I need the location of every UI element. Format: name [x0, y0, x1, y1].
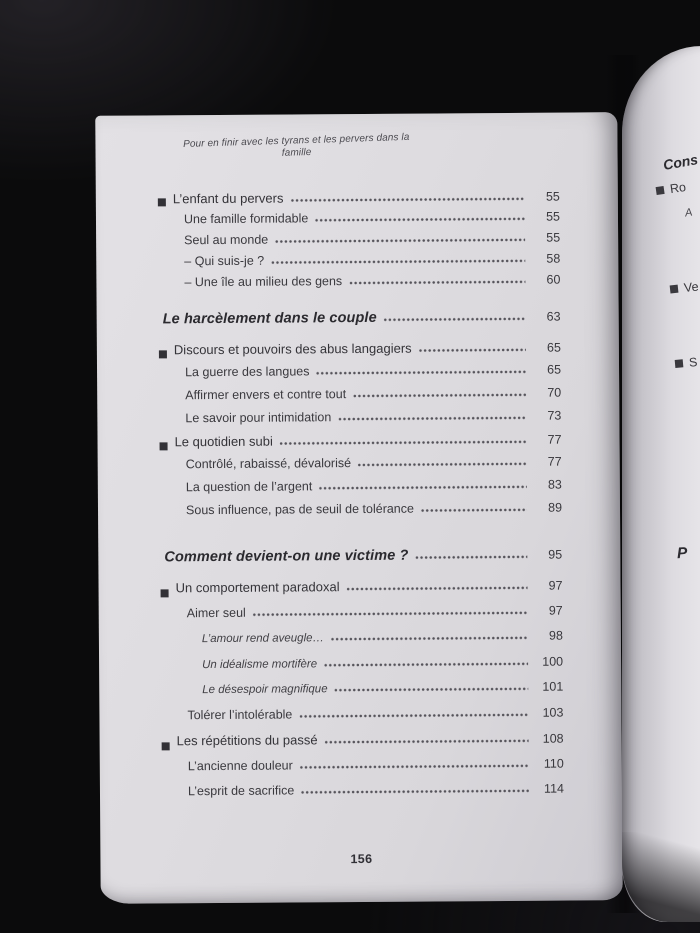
- dotted-leader: [275, 238, 525, 244]
- toc-entry-page: 100: [542, 654, 564, 669]
- toc-entry: [158, 273, 560, 297]
- toc-entry-label: – Qui suis-je ?: [184, 253, 265, 269]
- square-bullet-icon: [162, 743, 170, 751]
- dotted-leader: [324, 661, 528, 666]
- left-page: [95, 112, 622, 904]
- toc-entry-label: Un idéalisme mortifère: [202, 657, 318, 671]
- toc-heading-page: 95: [548, 547, 563, 562]
- square-bullet-icon: [656, 186, 665, 195]
- toc-entry: [160, 455, 562, 481]
- toc-entry-label: Contrôlé, rabaissé, dévalorisé: [185, 456, 352, 472]
- toc-entry-label: S: [688, 355, 698, 370]
- dotted-leader: [325, 739, 529, 744]
- dotted-leader: [331, 636, 528, 641]
- dotted-leader: [319, 485, 527, 490]
- toc-entry-label: Les répétitions du passé: [176, 732, 318, 749]
- toc-entry-page: 58: [546, 251, 561, 266]
- toc-entry-page: 55: [546, 230, 561, 245]
- dotted-leader: [280, 440, 527, 446]
- toc-entry-page: 110: [543, 756, 564, 771]
- toc-entry-page: 77: [547, 432, 562, 447]
- toc-heading-page: 63: [546, 309, 561, 324]
- dotted-leader: [253, 610, 528, 616]
- toc-entry-page: 55: [545, 189, 560, 204]
- running-header: Pour en finir avec les tyrans et les pervers dans la famille: [182, 131, 410, 159]
- toc-entry-page: 83: [547, 477, 562, 492]
- right-page-entry-fragment: [669, 280, 699, 297]
- toc-entry: [158, 252, 560, 276]
- toc-entry: [161, 680, 563, 708]
- right-page-edge: [622, 46, 700, 922]
- toc-entry-page: 55: [546, 209, 561, 224]
- dotted-leader: [315, 217, 525, 222]
- toc-entry-label: Seul au monde: [184, 232, 269, 248]
- toc-entry-label: Un comportement paradoxal: [175, 579, 340, 596]
- toc-entry-page: 70: [547, 385, 562, 400]
- dotted-leader: [353, 393, 526, 398]
- toc-entry-page: 101: [542, 679, 564, 694]
- toc-entry-page: 65: [546, 340, 561, 355]
- toc-entry-label: L’enfant du pervers: [172, 190, 284, 207]
- right-page-subentry-fragment: A: [684, 206, 694, 220]
- toc-entry-label: Une famille formidable: [183, 211, 309, 227]
- square-bullet-icon: [675, 359, 684, 368]
- dotted-leader: [301, 789, 529, 795]
- toc-entry-page: 97: [548, 578, 563, 593]
- toc-entry-label: Aimer seul: [186, 605, 246, 620]
- toc-entry-label: – Une île au milieu des gens: [184, 274, 343, 290]
- toc-entry-page: 77: [547, 454, 562, 469]
- toc-entry: [159, 386, 561, 412]
- toc-entry-page: 103: [542, 705, 564, 720]
- toc-entry: [160, 478, 562, 504]
- dotted-leader: [316, 370, 526, 375]
- toc-entry: [161, 654, 563, 682]
- dotted-leader: [271, 259, 525, 265]
- toc-entry: [159, 409, 561, 435]
- dotted-leader: [349, 280, 525, 285]
- dotted-leader: [338, 416, 526, 421]
- square-bullet-icon: [670, 285, 679, 294]
- toc-entry: [160, 501, 562, 527]
- toc-section-heading: [159, 309, 561, 336]
- right-page-heading-fragment: Cons: [661, 151, 700, 173]
- toc-entry-page: 98: [548, 628, 563, 643]
- square-bullet-icon: [159, 350, 167, 358]
- right-page-entry-fragment: [674, 355, 697, 371]
- page-number-footer: 156: [350, 851, 373, 867]
- right-page-heading-fragment: P: [676, 544, 688, 563]
- toc-entry-page: 114: [543, 781, 565, 796]
- toc-heading-label: Comment devient-on une victime ?: [164, 547, 409, 566]
- toc-entry: [162, 782, 564, 810]
- toc-entry-page: 89: [548, 500, 563, 515]
- toc-entry-label: Le désespoir magnifique: [202, 683, 328, 697]
- toc-entry-label: Le quotidien subi: [174, 433, 273, 450]
- toc-entry: [159, 340, 561, 366]
- toc-entry-label: L’amour rend aveugle…: [201, 632, 325, 646]
- dotted-leader: [415, 555, 527, 560]
- toc-section: [160, 547, 564, 810]
- toc-entry-label: Discours et pouvoirs des abus langagiers: [173, 340, 412, 358]
- dotted-leader: [299, 712, 528, 718]
- toc-section: [158, 189, 561, 297]
- table-of-contents: [158, 189, 564, 810]
- toc-entry-label: La question de l’argent: [185, 479, 313, 495]
- dotted-leader: [290, 197, 524, 203]
- toc-entry-label: Le savoir pour intimidation: [185, 410, 332, 426]
- toc-entry-label: Ro: [669, 179, 687, 197]
- toc-section: [159, 309, 562, 527]
- dotted-leader: [347, 586, 528, 591]
- toc-entry: [159, 363, 561, 389]
- toc-entry: [158, 210, 560, 234]
- dotted-leader: [384, 317, 526, 322]
- toc-heading-label: Le harcèlement dans le couple: [162, 309, 377, 328]
- toc-entry-page: 73: [547, 408, 562, 423]
- toc-entry-label: La guerre des langues: [184, 364, 310, 380]
- dotted-leader: [358, 462, 527, 467]
- dotted-leader: [419, 348, 526, 353]
- toc-entry: [161, 603, 563, 631]
- toc-entry: [159, 432, 561, 458]
- square-bullet-icon: [161, 590, 169, 598]
- dotted-leader: [335, 687, 529, 692]
- toc-entry-label: Affirmer envers et contre tout: [185, 387, 347, 403]
- toc-entry-label: Ve: [683, 279, 700, 295]
- toc-entry-label: L’ancienne douleur: [187, 757, 293, 773]
- square-bullet-icon: [158, 198, 166, 206]
- toc-entry-page: 60: [546, 272, 561, 287]
- toc-entry-label: Tolérer l’intolérable: [187, 706, 293, 722]
- square-bullet-icon: [160, 442, 168, 450]
- toc-entry: [161, 705, 563, 733]
- toc-entry: [161, 578, 563, 606]
- toc-entry-page: 97: [548, 603, 563, 618]
- toc-entry-label: Sous influence, pas de seuil de tolérance: [185, 501, 414, 518]
- toc-entry-page: 108: [542, 731, 564, 746]
- dotted-leader: [421, 508, 527, 513]
- toc-section-heading: [160, 547, 562, 574]
- toc-entry: [158, 231, 560, 255]
- toc-entry: [158, 189, 560, 213]
- toc-entry: [162, 731, 564, 759]
- toc-entry-label: L’esprit de sacrifice: [187, 783, 295, 799]
- toc-entry-page: 65: [547, 362, 562, 377]
- dotted-leader: [300, 763, 529, 769]
- toc-entry: [161, 629, 563, 657]
- toc-entry: [162, 756, 564, 784]
